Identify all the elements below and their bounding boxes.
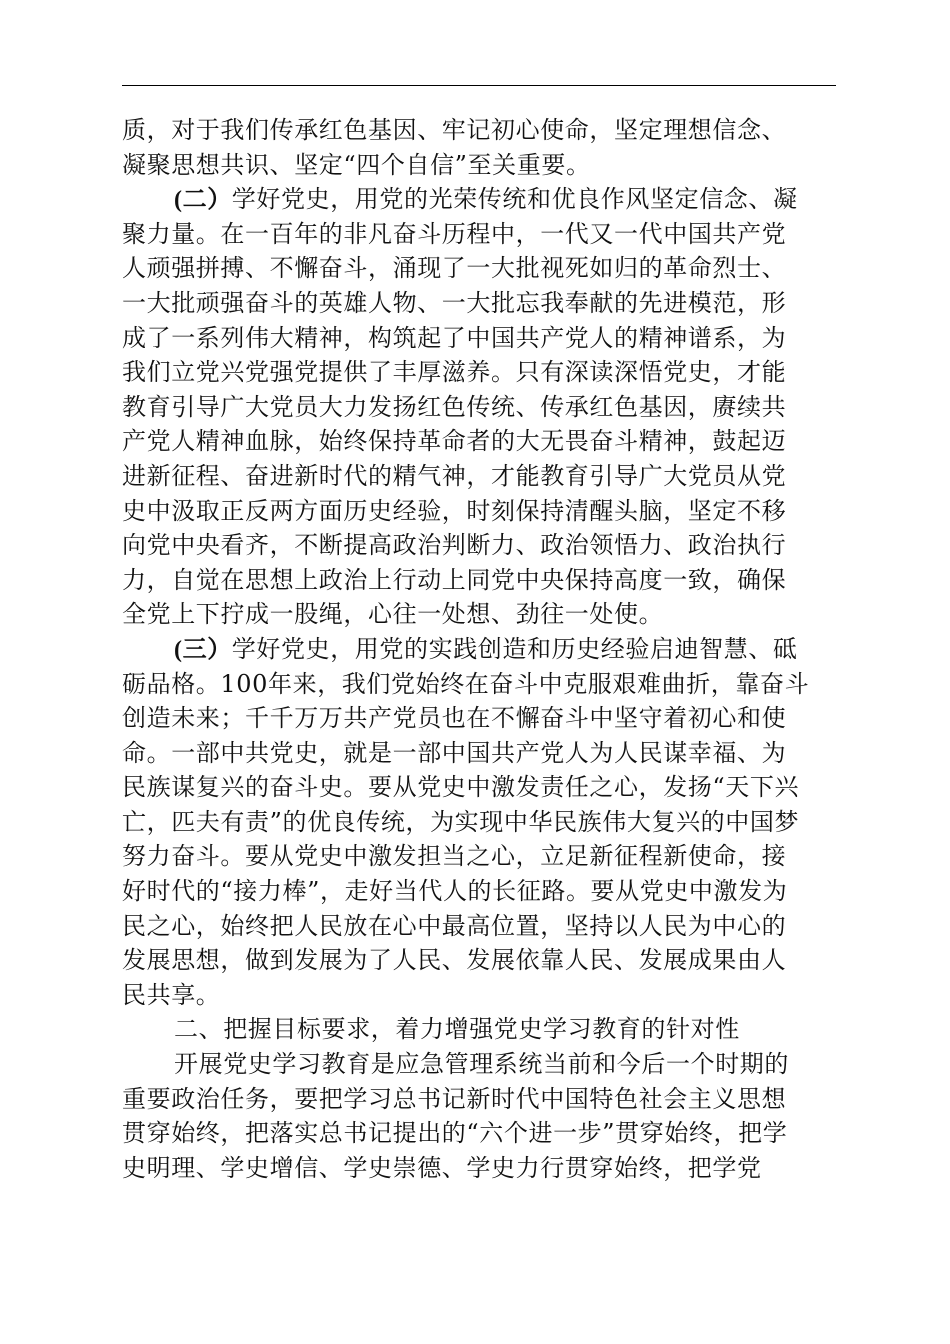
text-line: 亡，匹夫有责”的优良传统，为实现中华民族伟大复兴的中国梦 [122, 807, 800, 836]
text-line: 力，自觉在思想上政治上行动上同党中央保持高度一致，确保 [122, 565, 787, 594]
section-heading-text: 学好党史，用党的光荣传统和优良作风坚定信念、凝 [231, 185, 798, 214]
text-line: 发展思想，做到发展为了人民、发展依靠人民、发展成果由人 [122, 946, 787, 975]
text-line: 人顽强拼搏、不懈奋斗，涌现了一大批视死如归的革命烈士、 [122, 254, 787, 283]
text-line: 聚力量。在一百年的非凡奋斗历程中，一代又一代中国共产党 [122, 219, 787, 248]
text-line: 教育引导广大党员大力发扬红色传统、传承红色基因，赓续共 [122, 392, 787, 421]
text-line: 成了一系列伟大精神，构筑起了中国共产党人的精神谱系，为 [122, 323, 787, 352]
text-line: 民共享。 [122, 980, 221, 1009]
header-rule [122, 85, 836, 86]
text-line: 产党人精神血脉，始终保持革命者的大无畏奋斗精神，鼓起迈 [122, 427, 787, 456]
section-heading-line [122, 182, 838, 217]
section-heading-line [122, 632, 838, 667]
chapter-heading: 二、把握目标要求，着力增强党史学习教育的针对性 [174, 1015, 740, 1044]
text-line: 我们立党兴党强党提供了丰厚滋养。只有深读深悟党史，才能 [122, 358, 787, 387]
section-number-3: (三） [174, 636, 232, 663]
text-line: 全党上下拧成一股绳，心往一处想、劲往一处使。 [122, 600, 664, 629]
text-line: 砺品格。100年来，我们党始终在奋斗中克服艰难曲折，靠奋斗 [122, 669, 810, 698]
text-line: 一大批顽强奋斗的英雄人物、一大批忘我奉献的先进模范，形 [122, 288, 787, 317]
text-line: 命。一部中共党史，就是一部中国共产党人为人民谋幸福、为 [122, 738, 787, 767]
text-line: 凝聚思想共识、坚定“四个自信”至关重要。 [122, 150, 591, 179]
text-line: 重要政治任务，要把学习总书记新时代中国特色社会主义思想 [122, 1084, 787, 1113]
text-line: 史中汲取正反两方面历史经验，时刻保持清醒头脑，坚定不移 [122, 496, 787, 525]
section-heading-text: 学好党史，用党的实践创造和历史经验启迪智慧、砥 [231, 634, 798, 663]
text-line: 创造未来；千千万万共产党员也在不懈奋斗中坚守着初心和使 [122, 704, 787, 733]
text-line: 开展党史学习教育是应急管理系统当前和今后一个时期的 [174, 1050, 789, 1079]
text-line: 史明理、学史增信、学史崇德、学史力行贯穿始终，把学党 [122, 1153, 762, 1182]
document-body [122, 113, 838, 1185]
text-line: 进新征程、奋进新时代的精气神，才能教育引导广大党员从党 [122, 461, 787, 490]
text-line: 努力奋斗。要从党史中激发担当之心，立足新征程新使命，接 [122, 842, 787, 871]
section-number-2: (二） [174, 187, 232, 214]
text-line: 好时代的“接力棒”，走好当代人的长征路。要从党史中激发为 [122, 877, 788, 906]
text-line: 民族谋复兴的奋斗史。要从党史中激发责任之心，发扬“天下兴 [122, 773, 800, 802]
text-line: 民之心，始终把人民放在心中最高位置，坚持以人民为中心的 [122, 911, 787, 940]
text-line: 向党中央看齐，不断提高政治判断力、政治领悟力、政治执行 [122, 531, 787, 560]
text-line: 贯穿始终，把落实总书记提出的“六个进一步”贯穿始终，把学 [122, 1119, 788, 1148]
text-line: 质，对于我们传承红色基因、牢记初心使命，坚定理想信念、 [122, 116, 787, 144]
